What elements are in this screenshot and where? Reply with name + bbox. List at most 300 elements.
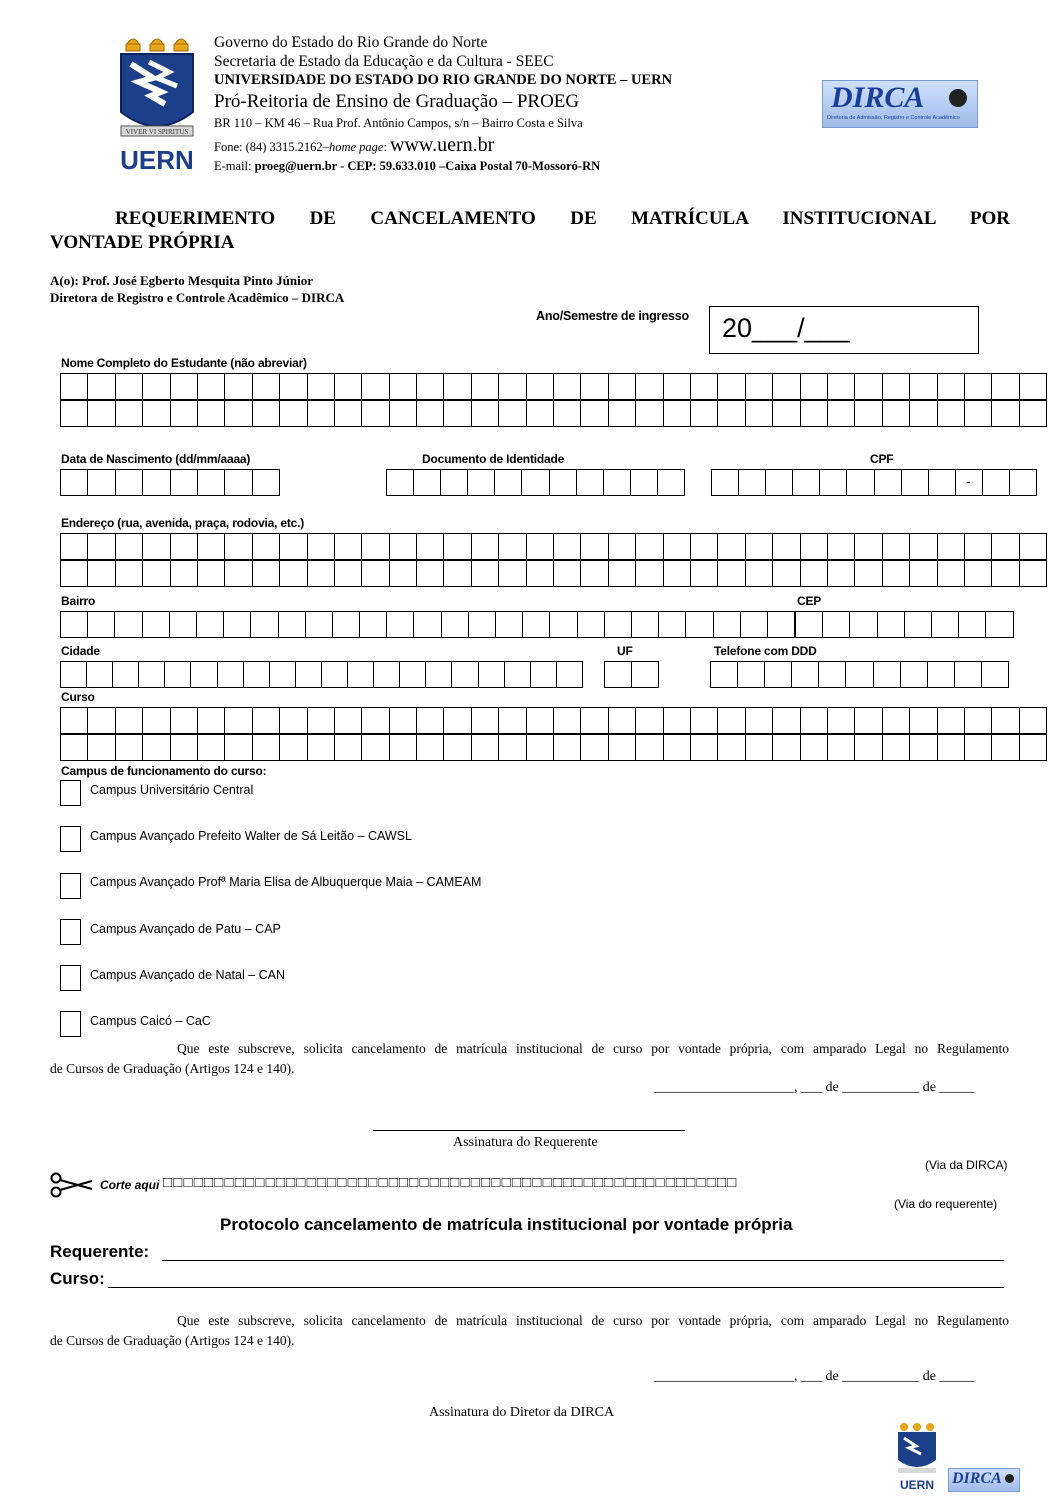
input-box[interactable] (740, 611, 768, 638)
input-box[interactable] (663, 400, 691, 427)
endereco-row-2[interactable] (60, 560, 1046, 587)
input-box[interactable] (1019, 400, 1047, 427)
input-box[interactable] (115, 373, 143, 400)
input-box[interactable] (170, 400, 198, 427)
input-box[interactable] (846, 469, 874, 496)
input-box[interactable] (657, 469, 685, 496)
input-box[interactable] (224, 533, 252, 560)
input-box[interactable] (663, 373, 691, 400)
input-box[interactable] (269, 661, 296, 688)
input-box[interactable] (197, 560, 225, 587)
input-box[interactable] (389, 707, 417, 734)
input-box[interactable] (278, 611, 306, 638)
input-box[interactable] (1019, 734, 1047, 761)
input-box[interactable] (608, 533, 636, 560)
input-box[interactable] (909, 533, 937, 560)
input-box[interactable] (359, 611, 387, 638)
input-box[interactable] (443, 560, 471, 587)
input-box[interactable] (717, 400, 745, 427)
input-box[interactable] (827, 734, 855, 761)
input-box[interactable] (553, 533, 581, 560)
input-box[interactable] (279, 373, 307, 400)
input-box[interactable] (87, 400, 115, 427)
protocol-curso-line[interactable] (108, 1287, 1004, 1288)
cpf-boxes[interactable] (711, 469, 1036, 496)
input-box[interactable] (114, 611, 142, 638)
input-box[interactable] (87, 734, 115, 761)
input-box[interactable] (526, 707, 554, 734)
input-box[interactable] (361, 707, 389, 734)
input-box[interactable] (170, 469, 198, 496)
input-box[interactable] (494, 469, 522, 496)
input-box[interactable] (580, 533, 608, 560)
input-box[interactable] (197, 373, 225, 400)
input-box[interactable] (170, 707, 198, 734)
input-box[interactable] (170, 533, 198, 560)
input-box[interactable] (745, 373, 773, 400)
campus-can-checkbox[interactable] (60, 965, 81, 991)
input-box[interactable] (580, 734, 608, 761)
input-box[interactable] (361, 373, 389, 400)
input-box[interactable] (321, 661, 348, 688)
input-box[interactable] (553, 560, 581, 587)
input-box[interactable] (142, 469, 170, 496)
cidade-boxes[interactable] (60, 661, 582, 688)
input-box[interactable] (440, 469, 468, 496)
input-box[interactable] (112, 661, 139, 688)
input-box[interactable] (279, 400, 307, 427)
input-box[interactable] (361, 560, 389, 587)
date-line-2[interactable]: ____________________, ___ de ___________ de _____ (654, 1369, 975, 1384)
input-box[interactable] (441, 611, 469, 638)
input-box[interactable] (115, 560, 143, 587)
input-box[interactable] (800, 560, 828, 587)
endereco-row-1[interactable] (60, 533, 1046, 560)
nome-row-1[interactable] (60, 373, 1046, 400)
input-box[interactable] (87, 707, 115, 734)
input-box[interactable] (608, 400, 636, 427)
input-box[interactable] (279, 707, 307, 734)
input-box[interactable] (386, 611, 414, 638)
input-box[interactable] (170, 560, 198, 587)
input-box[interactable] (772, 707, 800, 734)
input-box[interactable] (389, 373, 417, 400)
input-box[interactable] (663, 533, 691, 560)
input-box[interactable] (142, 560, 170, 587)
input-box[interactable] (115, 400, 143, 427)
input-box[interactable] (553, 707, 581, 734)
input-box[interactable] (443, 734, 471, 761)
input-box[interactable] (608, 560, 636, 587)
input-box[interactable] (142, 400, 170, 427)
input-box[interactable] (443, 707, 471, 734)
input-box[interactable] (252, 469, 280, 496)
input-box[interactable] (252, 560, 280, 587)
input-box[interactable] (854, 533, 882, 560)
input-box[interactable] (295, 661, 322, 688)
input-box[interactable] (526, 734, 554, 761)
input-box[interactable] (196, 611, 224, 638)
input-box[interactable] (170, 373, 198, 400)
input-box[interactable] (909, 734, 937, 761)
input-box[interactable] (471, 373, 499, 400)
input-box[interactable] (604, 611, 632, 638)
input-box[interactable] (87, 611, 115, 638)
input-box[interactable] (526, 560, 554, 587)
input-box[interactable] (854, 734, 882, 761)
input-box[interactable] (792, 469, 820, 496)
input-box[interactable] (800, 734, 828, 761)
input-box[interactable] (1009, 469, 1037, 496)
input-box[interactable] (553, 734, 581, 761)
input-box[interactable] (60, 707, 88, 734)
input-box[interactable] (964, 400, 992, 427)
input-box[interactable] (964, 560, 992, 587)
input-box[interactable] (690, 533, 718, 560)
input-box[interactable] (958, 611, 986, 638)
input-box[interactable] (416, 560, 444, 587)
input-box[interactable] (854, 373, 882, 400)
input-box[interactable] (224, 469, 252, 496)
input-box[interactable] (937, 400, 965, 427)
input-box[interactable] (772, 533, 800, 560)
input-box[interactable] (900, 661, 928, 688)
input-box[interactable] (307, 400, 335, 427)
input-box[interactable] (931, 611, 959, 638)
input-box[interactable] (361, 533, 389, 560)
input-box[interactable] (576, 469, 604, 496)
input-box[interactable] (60, 611, 88, 638)
input-box[interactable] (87, 533, 115, 560)
curso-row-2[interactable] (60, 734, 1046, 761)
campus-cac-checkbox[interactable] (60, 1011, 81, 1037)
input-box[interactable] (745, 533, 773, 560)
input-box[interactable] (224, 560, 252, 587)
input-box[interactable] (471, 533, 499, 560)
input-box[interactable] (521, 469, 549, 496)
input-box[interactable] (115, 734, 143, 761)
protocol-requerente-line[interactable] (162, 1260, 1004, 1261)
input-box[interactable] (60, 533, 88, 560)
input-box[interactable] (332, 611, 360, 638)
input-box[interactable] (737, 661, 765, 688)
input-box[interactable] (849, 611, 877, 638)
input-box[interactable] (795, 611, 823, 638)
input-box[interactable] (279, 734, 307, 761)
input-box[interactable] (991, 373, 1019, 400)
input-box[interactable] (416, 734, 444, 761)
input-box[interactable] (142, 373, 170, 400)
input-box[interactable] (334, 400, 362, 427)
campus-central-checkbox[interactable] (60, 780, 81, 806)
input-box[interactable] (845, 661, 873, 688)
input-box[interactable] (577, 611, 605, 638)
input-box[interactable] (745, 400, 773, 427)
input-box[interactable] (389, 533, 417, 560)
campus-cameam-checkbox[interactable] (60, 873, 81, 899)
input-box[interactable] (413, 611, 441, 638)
input-box[interactable] (416, 373, 444, 400)
input-box[interactable] (764, 661, 792, 688)
input-box[interactable] (937, 707, 965, 734)
input-box[interactable] (854, 560, 882, 587)
nome-row-2[interactable] (60, 400, 1046, 427)
input-box[interactable] (60, 661, 87, 688)
input-box[interactable] (142, 707, 170, 734)
documento-boxes[interactable] (386, 469, 684, 496)
input-box[interactable] (909, 707, 937, 734)
input-box[interactable] (772, 560, 800, 587)
input-box[interactable] (279, 560, 307, 587)
input-box[interactable] (279, 533, 307, 560)
input-box[interactable] (526, 373, 554, 400)
input-box[interactable] (498, 560, 526, 587)
input-box[interactable] (252, 734, 280, 761)
input-box[interactable] (608, 707, 636, 734)
input-box[interactable] (580, 560, 608, 587)
input-box[interactable] (663, 707, 691, 734)
input-box[interactable] (663, 734, 691, 761)
input-box[interactable] (504, 661, 531, 688)
input-box[interactable] (142, 611, 170, 638)
input-box[interactable] (307, 373, 335, 400)
input-box[interactable] (498, 400, 526, 427)
campus-cap-checkbox[interactable] (60, 919, 81, 945)
input-box[interactable] (635, 707, 663, 734)
input-box[interactable] (745, 560, 773, 587)
input-box[interactable] (711, 469, 739, 496)
input-box[interactable] (635, 560, 663, 587)
input-box[interactable] (389, 734, 417, 761)
input-box[interactable] (800, 707, 828, 734)
input-box[interactable] (169, 611, 197, 638)
input-box[interactable] (985, 611, 1013, 638)
curso-row-1[interactable] (60, 707, 1046, 734)
input-box[interactable] (791, 661, 819, 688)
input-box[interactable] (197, 707, 225, 734)
input-box[interactable] (909, 400, 937, 427)
input-box[interactable] (471, 734, 499, 761)
input-box[interactable] (991, 533, 1019, 560)
input-box[interactable] (60, 400, 88, 427)
input-box[interactable] (468, 611, 496, 638)
input-box[interactable] (738, 469, 766, 496)
input-box[interactable] (217, 661, 244, 688)
input-box[interactable] (901, 469, 929, 496)
input-box[interactable] (827, 707, 855, 734)
input-box[interactable] (635, 400, 663, 427)
input-box[interactable] (854, 400, 882, 427)
input-box[interactable] (549, 469, 577, 496)
input-box[interactable] (827, 400, 855, 427)
input-box[interactable] (964, 373, 992, 400)
input-box[interactable] (416, 707, 444, 734)
input-box[interactable] (772, 400, 800, 427)
signature-line-requerente[interactable] (373, 1130, 685, 1131)
input-box[interactable] (937, 734, 965, 761)
nascimento-boxes[interactable] (60, 469, 279, 496)
input-box[interactable] (767, 611, 795, 638)
input-box[interactable] (164, 661, 191, 688)
input-box[interactable] (498, 734, 526, 761)
input-box[interactable] (882, 373, 910, 400)
input-box[interactable] (772, 734, 800, 761)
input-box[interactable] (954, 661, 982, 688)
input-box[interactable] (937, 373, 965, 400)
input-box[interactable] (307, 560, 335, 587)
input-box[interactable] (717, 560, 745, 587)
input-box[interactable] (197, 734, 225, 761)
input-box[interactable] (471, 707, 499, 734)
input-box[interactable] (772, 373, 800, 400)
input-box[interactable] (60, 373, 88, 400)
input-box[interactable] (1019, 373, 1047, 400)
input-box[interactable] (413, 469, 441, 496)
input-box[interactable] (443, 400, 471, 427)
input-box[interactable] (399, 661, 426, 688)
input-box[interactable] (526, 400, 554, 427)
input-box[interactable] (443, 373, 471, 400)
input-box[interactable] (717, 373, 745, 400)
input-box[interactable] (347, 661, 374, 688)
input-box[interactable] (170, 734, 198, 761)
input-box[interactable] (142, 533, 170, 560)
input-box[interactable] (631, 611, 659, 638)
input-box[interactable] (631, 661, 659, 688)
input-box[interactable] (882, 533, 910, 560)
input-box[interactable] (498, 373, 526, 400)
input-box[interactable] (882, 400, 910, 427)
input-box[interactable] (334, 560, 362, 587)
input-box[interactable] (425, 661, 452, 688)
input-box[interactable] (819, 469, 847, 496)
bairro-boxes[interactable] (60, 611, 794, 638)
input-box[interactable] (87, 469, 115, 496)
input-box[interactable] (197, 469, 225, 496)
input-box[interactable] (964, 734, 992, 761)
input-box[interactable] (498, 533, 526, 560)
input-box[interactable] (389, 400, 417, 427)
telefone-boxes[interactable] (710, 661, 1008, 688)
input-box[interactable] (630, 469, 658, 496)
input-box[interactable] (800, 533, 828, 560)
input-box[interactable] (522, 611, 550, 638)
input-box[interactable] (882, 560, 910, 587)
input-box[interactable] (745, 707, 773, 734)
input-box[interactable] (937, 560, 965, 587)
input-box[interactable] (252, 533, 280, 560)
input-box[interactable] (334, 707, 362, 734)
uf-boxes[interactable] (604, 661, 658, 688)
input-box[interactable] (252, 707, 280, 734)
input-box[interactable] (827, 373, 855, 400)
input-box[interactable] (710, 661, 738, 688)
input-box[interactable] (553, 373, 581, 400)
input-box[interactable] (745, 734, 773, 761)
ingresso-field[interactable] (709, 306, 979, 354)
input-box[interactable] (416, 400, 444, 427)
input-box[interactable] (991, 560, 1019, 587)
input-box[interactable] (690, 373, 718, 400)
input-box[interactable] (87, 373, 115, 400)
input-box[interactable] (243, 661, 270, 688)
input-box[interactable] (530, 661, 557, 688)
input-box[interactable] (252, 373, 280, 400)
input-box[interactable] (471, 560, 499, 587)
input-box[interactable] (115, 707, 143, 734)
input-box[interactable] (882, 707, 910, 734)
input-box[interactable] (87, 560, 115, 587)
input-box[interactable] (635, 734, 663, 761)
input-box[interactable] (882, 734, 910, 761)
input-box[interactable] (549, 611, 577, 638)
input-box[interactable] (663, 560, 691, 587)
input-box[interactable] (224, 400, 252, 427)
input-box[interactable] (495, 611, 523, 638)
input-box[interactable] (580, 400, 608, 427)
input-box[interactable] (937, 533, 965, 560)
input-box[interactable] (800, 400, 828, 427)
input-box[interactable] (389, 560, 417, 587)
input-box[interactable] (115, 533, 143, 560)
input-box[interactable] (467, 469, 495, 496)
input-box[interactable] (927, 661, 955, 688)
input-box[interactable] (604, 661, 632, 688)
input-box[interactable] (874, 469, 902, 496)
input-box[interactable] (223, 611, 251, 638)
input-box[interactable] (250, 611, 278, 638)
input-box[interactable] (60, 469, 88, 496)
input-box[interactable] (635, 533, 663, 560)
input-box[interactable] (904, 611, 932, 638)
input-box[interactable] (658, 611, 686, 638)
input-box[interactable] (115, 469, 143, 496)
input-box[interactable] (451, 661, 478, 688)
input-box[interactable] (690, 560, 718, 587)
input-box[interactable] (307, 533, 335, 560)
input-box[interactable] (603, 469, 631, 496)
input-box[interactable] (1019, 533, 1047, 560)
input-box[interactable] (416, 533, 444, 560)
input-box[interactable] (765, 469, 793, 496)
input-box[interactable] (334, 734, 362, 761)
input-box[interactable] (818, 661, 846, 688)
input-box[interactable] (361, 400, 389, 427)
input-box[interactable] (334, 533, 362, 560)
input-box[interactable] (690, 707, 718, 734)
input-box[interactable] (138, 661, 165, 688)
input-box[interactable] (800, 373, 828, 400)
input-box[interactable] (873, 661, 901, 688)
input-box[interactable] (717, 533, 745, 560)
input-box[interactable] (1019, 707, 1047, 734)
input-box[interactable] (580, 707, 608, 734)
input-box[interactable] (964, 533, 992, 560)
input-box[interactable] (478, 661, 505, 688)
input-box[interactable] (190, 661, 217, 688)
input-box[interactable] (690, 400, 718, 427)
input-box[interactable] (224, 734, 252, 761)
input-box[interactable] (307, 707, 335, 734)
input-box[interactable] (471, 400, 499, 427)
input-box[interactable] (981, 661, 1009, 688)
cep-boxes[interactable] (795, 611, 1013, 638)
input-box[interactable] (685, 611, 713, 638)
input-box[interactable] (60, 734, 88, 761)
input-box[interactable] (553, 400, 581, 427)
input-box[interactable] (197, 533, 225, 560)
input-box[interactable] (717, 707, 745, 734)
